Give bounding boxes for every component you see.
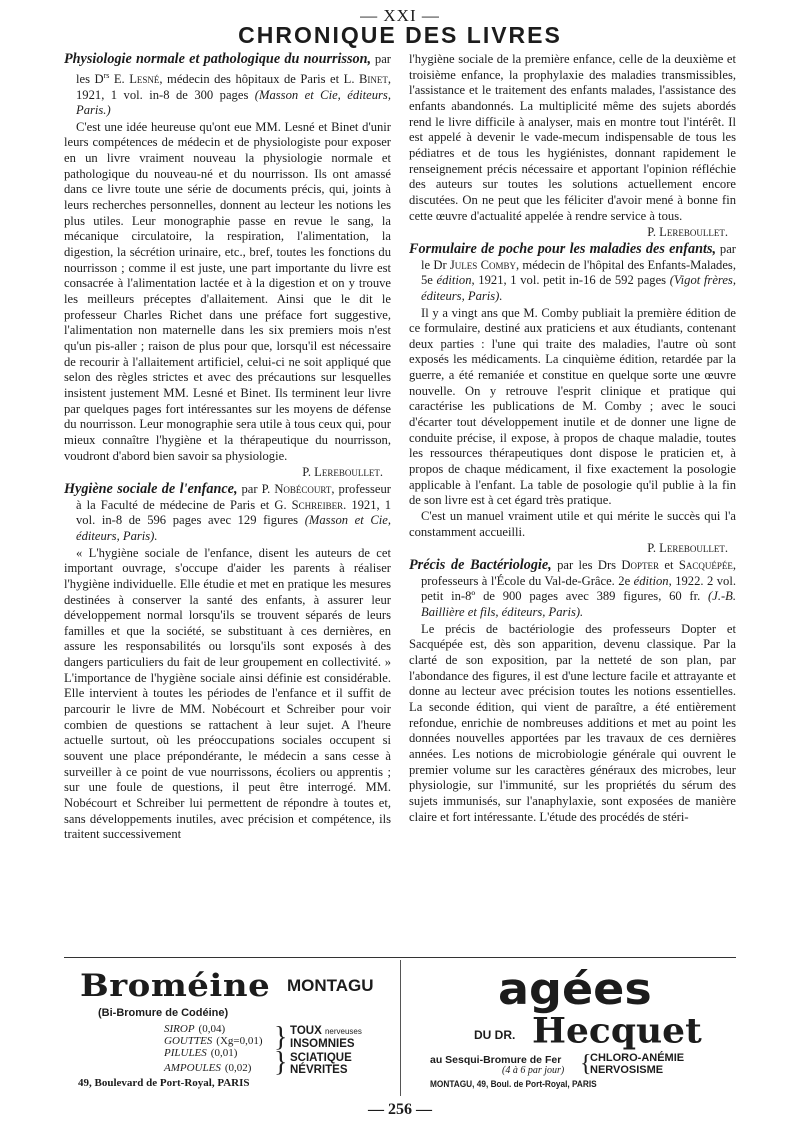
- ad-prefix: DU DR.: [474, 1028, 516, 1042]
- book-title: Hygiène sociale de l'enfance,: [64, 480, 238, 497]
- author-name: Nobécourt: [274, 481, 332, 496]
- dosage-forms-list: [164, 1023, 263, 1074]
- left-column: [64, 52, 391, 843]
- reviewer-signature: P. Lereboullet.: [647, 541, 728, 556]
- form-value: (0,04): [198, 1023, 226, 1035]
- page-roman-numeral: — XXI —: [360, 6, 440, 25]
- hecquet-advertisement: [410, 962, 736, 1097]
- entry-text: , médecin de l'hôpital des Enfants-Malades, 5e: [421, 257, 736, 288]
- review-entry-heading: [409, 242, 736, 305]
- advertiser-address: 49, Boulevard de Port-Royal, PARIS: [78, 1077, 250, 1089]
- author-name: Binet: [358, 71, 388, 86]
- indication: CHLORO-ANÉMIE: [590, 1052, 685, 1064]
- review-entry-heading: [64, 52, 391, 119]
- entry-text: , 1922. 2 vol. petit in-8º de 900 pages avec 389 figures, 60 fr.: [421, 573, 736, 604]
- form-label: AMPOULES: [164, 1062, 221, 1074]
- form-value: (0,01): [210, 1047, 238, 1059]
- right-column: [409, 52, 736, 825]
- indications-group-2: [290, 1052, 352, 1076]
- entry-text: E.: [109, 71, 130, 86]
- review-paragraph: Il y a vingt ans que M. Comby publiait la première édition de ce formulaire, destiné aux praticiens et aux étudiants, contenant deux parties : l'une qui traite des maladies, l'autre où sont exposés les médicaments. La cinquième édition, retardée par la guerre, a été remaniée et constitue en quelque sorte une œuvre nouvelle. On y retrouve l'esprit clinique et pratique qui caractérise les publications de M. Comby ; avec le souci d'écarter tout développement inutile et de donner une ligne de conduite précise, il expose, à propos de chaque maladie, toutes les ressources thérapeutiques dont dispose le praticien et, à propos de chaque médicament, il fixe exactement la posologie applicable à l'enfant. La table de posologie qu'il publie à la fin de son livre est à cet égard très pratique.: [409, 305, 736, 508]
- indication: SCIATIQUE: [290, 1052, 352, 1064]
- review-entry-heading: [64, 482, 391, 545]
- entry-text: par les Drs: [551, 558, 622, 572]
- entry-text: et: [659, 558, 679, 572]
- entry-text: , médecin des hôpitaux de Paris et L.: [159, 71, 359, 86]
- superscript: rs: [103, 70, 110, 80]
- ad-separator-line: [64, 957, 736, 958]
- entry-text: par le Dr: [421, 241, 736, 272]
- dosage-form: [164, 1062, 263, 1074]
- entry-text: , 1921, 1 vol. in-8 de 300 pages: [76, 71, 392, 102]
- brace-icon: {: [580, 1051, 592, 1077]
- indication: NERVOSISME: [590, 1064, 664, 1076]
- entry-text: , professeur à la Faculté de médecine de Paris et G.: [76, 481, 391, 512]
- ad-product-description: au Sesqui-Bromure de Fer: [430, 1054, 562, 1066]
- review-paragraph-continued: l'hygiène sociale de la première enfance, celle de la deuxième et troisième enfance, la prophylaxie des maladies transmissibles, l'assistance et le traitement des enfants malades, l'assistance des enfants abandonnés. La multiplicité même des sujets abordés rend le livre difficile à analyser, mais en montre tout l'intérêt. Il est appelé à devenir le vade-mecum indispensable de tous les pédiatres et de tous les hygiénistes, donnant rapidement le renseignement précis nécessaire et apportant l'opinion réfléchie des auteurs sur toutes les solutions actuellement encore discutées. On ne peut que les féliciter d'avoir mené à bonne fin cette œuvre d'actualité appelée à rendre service à tous.: [409, 52, 736, 223]
- form-label: SIROP: [164, 1023, 195, 1035]
- author-name: Schreiber: [291, 497, 344, 512]
- book-title: Physiologie normale et pathologique du nourrisson,: [64, 51, 372, 67]
- entry-text: , professeurs à l'École du Val-de-Grâce. 2e: [421, 558, 737, 588]
- reviewer-signature: P. Lereboullet.: [647, 225, 728, 240]
- indications-group: [590, 1052, 684, 1076]
- publisher: (Masson et Cie, éditeurs, Paris.): [76, 87, 391, 118]
- edition-label: édition: [633, 573, 669, 588]
- review-paragraph: C'est une idée heureuse qu'ont eue MM. Lesné et Binet d'unir leurs compétences de médecin et de physiologiste pour exposer en un livre vraiment nouveau la physiologie normale et pathologique du nouveau-né et du nourrisson. Ils ont amassé dans ce livre toute une série de documents précis, qui, joints à leurs recherches personnelles, donnent au lecteur les notions les plus utiles. Leur monographie passe en revue le sang, la mécanique circulatoire, la respiration, l'alimentation, la digestion, la sécrétion urinaire, etc., bref, toutes les fonctions du nourrisson ; comme il est juste, une part importante du livre est consacrée à l'alimentation lactée et à la digestion et on y trouve les meilleurs préceptes d'allaitement. Ainsi que le dit le professeur Charles Richet dans une préface fort suggestive, l'alimentation non maternelle dans les six premiers mois n'est qu'un pis-aller ; raison de plus pour que, lorsqu'il est nécessaire de recourir à l'allaitement artificiel, celui-ci ne soit appliqué que selon des règles strictes et avec des précautions sur lesquelles insistent justement MM. Lesné et Binet. Ils terminent leur livre par quelques pages fort intéressantes sur les moyens de défense du nourrisson. Leur monographie sera utile à tous ceux qui, pour mieux connaître l'hygiène et la thérapeutique du nourrisson, voudront d'abord bien savoir sa physiologie.: [64, 119, 391, 463]
- review-paragraph: « L'hygiène sociale de l'enfance, disent les auteurs de cet important ouvrage, s'occupe d'aider les parents à réaliser l'hygiène individuelle. Elle étudie et met en pratique les mesures destinées à conserver la santé des enfants, à assurer leur développement normal lorsqu'ils se trouvent séparés de leurs familles et que la société, se substituant à ces dernières, en assure les responsabilités ou lorsqu'ils sont exposés à des dangers particuliers du fait de leur groupement en collectivité. » L'importance de l'hygiène sociale ainsi définie est considérable. Elle intervient à toutes les périodes de l'enfance et il suffit de parcourir le livre de MM. Nobécourt et Schreiber pour voir combien de questions se rattachent à leur sujet. A l'heure actuelle surtout, où les préoccupations sociales occupent si souvent une place prépondérante, le médecin a sans cesse à surveiller à ce point de vue nourrissons, écoliers ou apprentis ; sur une foule de questions, il peut être interrogé. MM. Nobécourt et Schreiber lui permettent de répondre à toutes et, sans développements inutiles, avec précision et compétence, ils traitent successivement: [64, 545, 391, 842]
- entry-text: , 1921, 1 vol. petit in-16 de 592 pages: [471, 273, 670, 288]
- form-value: (0,02): [224, 1062, 252, 1074]
- indications-group-1: [290, 1025, 362, 1050]
- page-number: — 256 —: [368, 1101, 432, 1118]
- ad-headline: agées: [498, 963, 652, 1015]
- page-title: CHRONIQUE DES LIVRES: [238, 22, 562, 48]
- book-title: Formulaire de poche pour les maladies des enfants,: [409, 240, 717, 257]
- hecquet-logo-text: Hecquet: [532, 1011, 702, 1051]
- indication-note: nerveuses: [324, 1027, 362, 1036]
- review-paragraph: Le précis de bactériologie des professeurs Dopter et Sacquépée est, dès son apparition, devenu classique. Par la clarté de son exposition, par la netteté de son plan, par l'abondance des figures, il est d'une lecture facile et attrayante et donne au lecteur avec précision toutes les notions essentielles. La seconde édition, qui vient de paraître, a été entièrement refondue, enrichie de nombreuses additions et met au point les données nouvelles apportées par les travaux de ces dernières années. Les notions de microbiologie générale qui ouvrent le premier volume sur les caractères généraux des microbes, leur physiologie, sur l'immunité, sur les propriétés du sérum des sujets immunisés, sur l'anaphylaxie, sont exposées de manière claire et fort intéressante. L'étude des procédés de stéri-: [409, 621, 736, 824]
- review-paragraph: C'est un manuel vraiment utile et qui mérite le succès qui l'a constamment accueilli.: [409, 509, 736, 539]
- entry-text: par les D: [76, 52, 391, 86]
- ad-column-divider: [400, 960, 401, 1096]
- entry-text: . 1921, 1 vol. in-8 de 596 pages avec 129 figures: [76, 497, 391, 528]
- author-name: Jules Comby: [449, 257, 516, 272]
- entry-text: par P.: [237, 481, 275, 496]
- advertiser-address: MONTAGU, 49, Boul. de Port-Royal, PARIS: [430, 1079, 597, 1089]
- author-name: Dopter: [621, 558, 660, 572]
- book-title: Précis de Bactériologie,: [409, 557, 552, 573]
- author-name: Sacquépée: [678, 558, 733, 572]
- form-label: GOUTTES: [164, 1035, 213, 1047]
- publisher: (Vigot frères, éditeurs, Paris).: [421, 273, 736, 303]
- dosage-form: [164, 1023, 263, 1035]
- review-entry-heading: [409, 558, 736, 621]
- brand-name: MONTAGU: [287, 976, 374, 995]
- bromeine-advertisement: [78, 962, 396, 1097]
- form-label: PILULES: [164, 1047, 207, 1059]
- form-value: (Xg=0,01): [216, 1035, 263, 1047]
- reviewer-signature: P. Lereboullet.: [302, 465, 383, 480]
- indication: TOUX: [290, 1025, 322, 1037]
- ad-dosage: (4 à 6 par jour): [502, 1065, 565, 1076]
- dosage-form: [164, 1035, 263, 1047]
- publisher: (Masson et Cie, éditeurs, Paris).: [76, 513, 391, 543]
- edition-label: édition: [436, 273, 472, 288]
- ad-subtitle: (Bi-Bromure de Codéine): [98, 1007, 229, 1019]
- dosage-form: [164, 1047, 263, 1059]
- indication: INSOMNIES: [290, 1038, 355, 1050]
- brace-icon: }: [274, 1022, 288, 1053]
- brace-icon: }: [274, 1047, 288, 1078]
- publisher: (J.-B. Baillière et fils, éditeurs, Paris).: [421, 589, 736, 619]
- indication: NÉVRITES: [290, 1064, 348, 1076]
- bromeine-logo-text: Broméine: [80, 967, 271, 1005]
- author-name: Lesné: [129, 71, 160, 86]
